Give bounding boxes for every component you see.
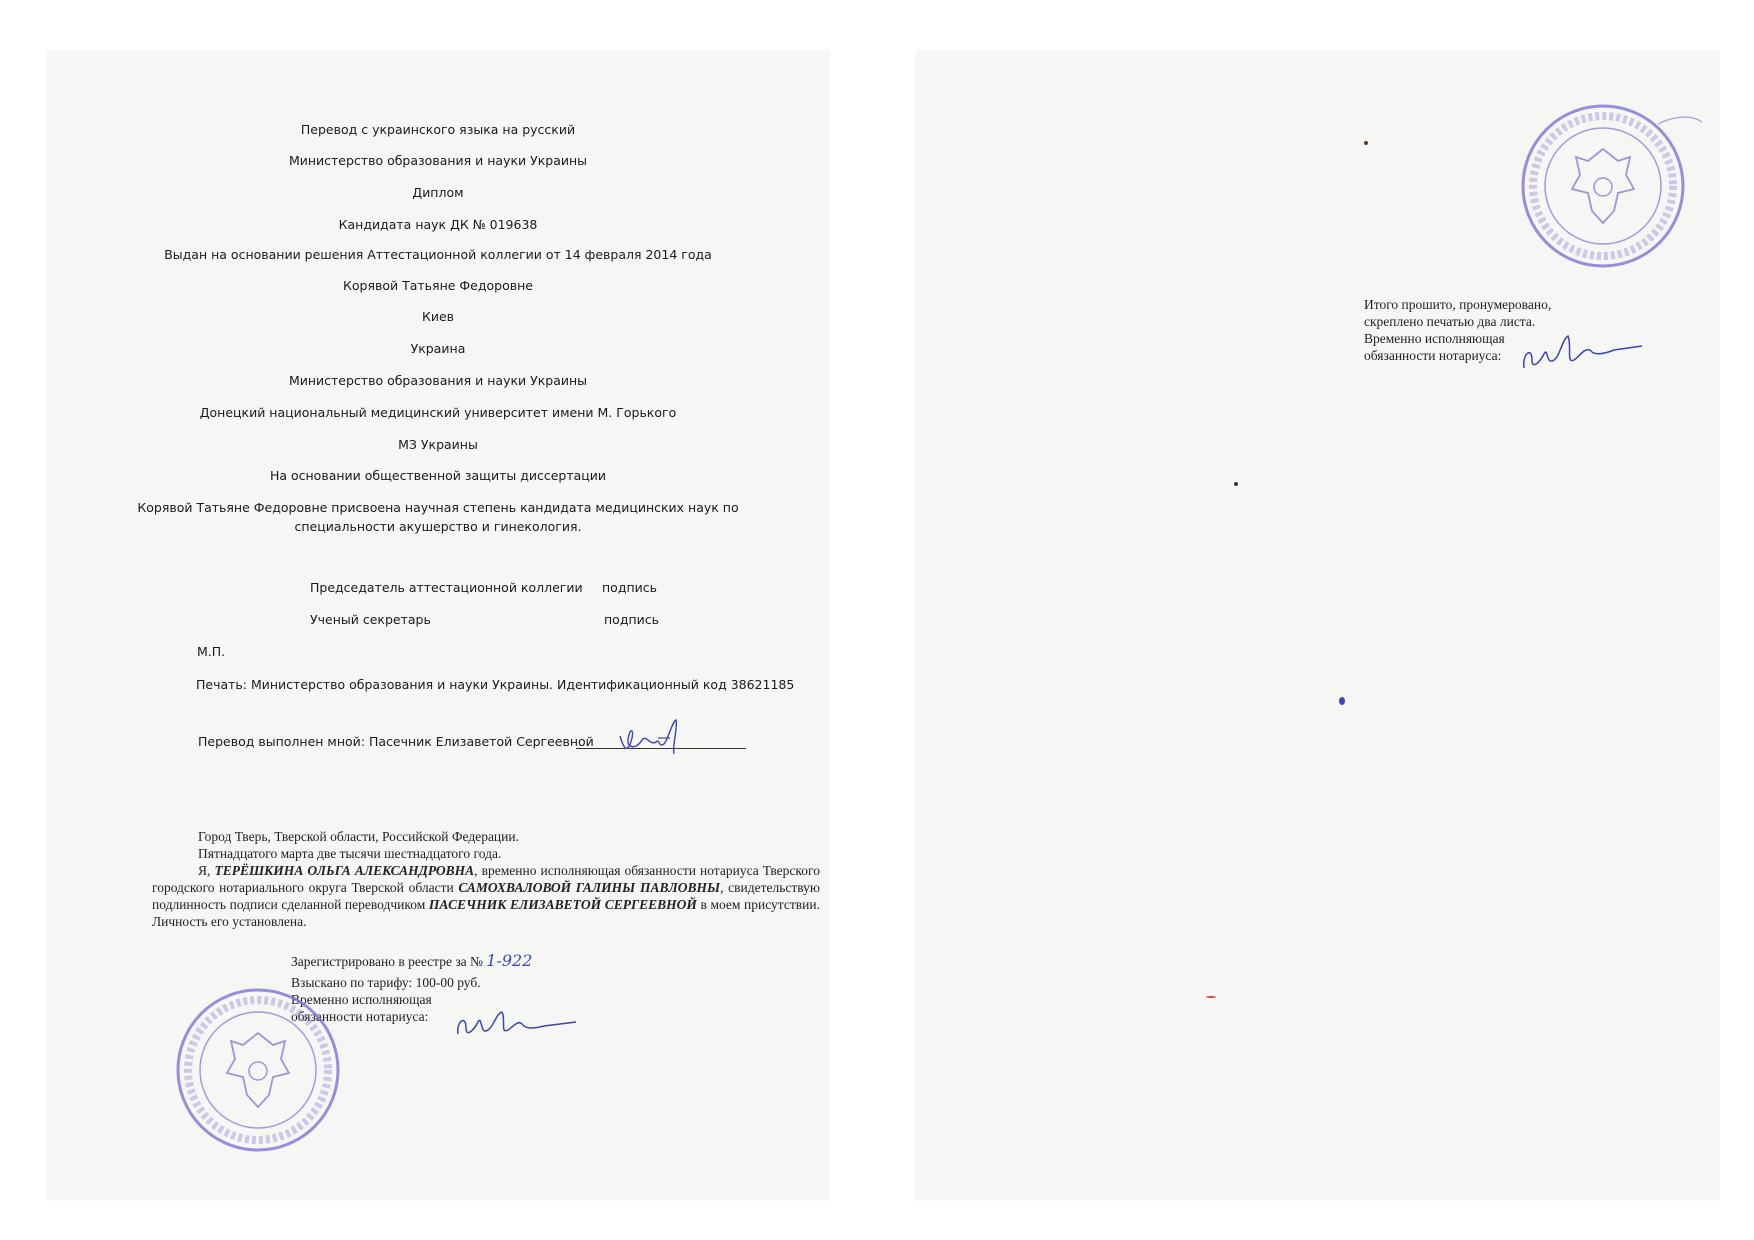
ink-speck bbox=[1339, 697, 1345, 705]
degree-line-2: специальности акушерство и гинекология. bbox=[294, 519, 582, 534]
diploma-number: Кандидата наук ДК № 019638 bbox=[338, 217, 538, 232]
issue-basis: Выдан на основании решения Аттестационной коллегии от 14 февраля 2014 года bbox=[164, 247, 712, 262]
notary-signature-icon bbox=[452, 1000, 582, 1050]
translator-name: ПАСЕЧНИК ЕЛИЗАВЕТОЙ СЕРГЕЕВНОЙ bbox=[428, 897, 697, 912]
notary-name: ТЕРЁШКИНА ОЛЬГА АЛЕКСАНДРОВНА bbox=[214, 863, 475, 878]
notary-stamp-icon bbox=[173, 985, 343, 1155]
ink-speck bbox=[1206, 996, 1216, 998]
document-page-right bbox=[916, 50, 1719, 1200]
seal-place-mark: М.П. bbox=[197, 644, 226, 659]
degree-line-1: Корявой Татьяне Федоровне присвоена научная степень кандидата медицинских наук по bbox=[137, 500, 739, 515]
secretary-signature: подпись bbox=[604, 612, 659, 627]
binding-line-1: Итого прошито, пронумеровано, bbox=[1364, 297, 1552, 312]
city-line: Киев bbox=[421, 309, 455, 324]
binding-line-3: Временно исполняющая bbox=[1364, 331, 1505, 346]
seal-description: Печать: Министерство образования и науки Украины. Идентификационный код 38621185 bbox=[196, 677, 795, 692]
health-ministry-line: МЗ Украины bbox=[398, 437, 478, 452]
translator-signature-icon bbox=[614, 716, 694, 760]
tariff-line: Взыскано по тарифу: 100-00 руб. bbox=[291, 975, 481, 990]
notary-principal-name: САМОХВАЛОВОЙ ГАЛИНЫ ПАВЛОВНЫ bbox=[458, 880, 721, 895]
binding-line-4: обязанности нотариуса: bbox=[1364, 348, 1502, 363]
translation-header: Перевод с украинского языка на русский bbox=[300, 122, 576, 137]
translator-statement: Перевод выполнен мной: Пасечник Елизаветой Сергеевной bbox=[198, 734, 594, 749]
notary-date-line: Пятнадцатого марта две тысячи шестнадцатого года. bbox=[198, 846, 502, 861]
notary-certification bbox=[152, 828, 820, 930]
acting-line-2: обязанности нотариуса: bbox=[291, 1009, 429, 1024]
holder-name: Корявой Татьяне Федоровне bbox=[343, 278, 533, 293]
notary-place-line: Город Тверь, Тверской области, Российской Федерации. bbox=[198, 829, 519, 844]
notary-paragraph: Я, ТЕРЁШКИНА ОЛЬГА АЛЕКСАНДРОВНА, временно исполняющая обязанности нотариуса Тверского городского нотариального округа Тверской области САМОХВАЛОВОЙ ГАЛИНЫ ПАВЛОВНЫ, свидетельствую подлинность подписи сделанной переводчиком ПАСЕЧНИК ЕЛИЗАВЕТОЙ СЕРГЕЕВНОЙ в моем присутствии. Личность его установлена. bbox=[152, 863, 820, 929]
university-line: Донецкий национальный медицинский университет имени М. Горького bbox=[199, 405, 677, 420]
defense-basis: На основании общественной защиты диссертации bbox=[269, 468, 607, 483]
chairman-label: Председатель аттестационной коллегии bbox=[310, 580, 583, 595]
registry-label: Зарегистрировано в реестре за № bbox=[291, 954, 483, 969]
ink-speck bbox=[1234, 482, 1238, 486]
notary-stamp-icon bbox=[1508, 94, 1708, 274]
binding-line-2: скреплено печатью два листа. bbox=[1364, 314, 1536, 329]
ministry-line-2: Министерство образования и науки Украины bbox=[288, 373, 588, 388]
ink-speck bbox=[1364, 141, 1368, 145]
diploma-title: Диплом bbox=[412, 185, 464, 200]
chairman-signature: подпись bbox=[602, 580, 657, 595]
country-line: Украина bbox=[410, 341, 466, 356]
registry-number: 1-922 bbox=[486, 951, 533, 970]
notary-signature-icon bbox=[1518, 328, 1648, 378]
acting-line-1: Временно исполняющая bbox=[291, 992, 432, 1007]
ministry-line: Министерство образования и науки Украины bbox=[288, 153, 588, 168]
document-page-left bbox=[47, 50, 829, 1200]
secretary-label: Ученый секретарь bbox=[310, 612, 431, 627]
